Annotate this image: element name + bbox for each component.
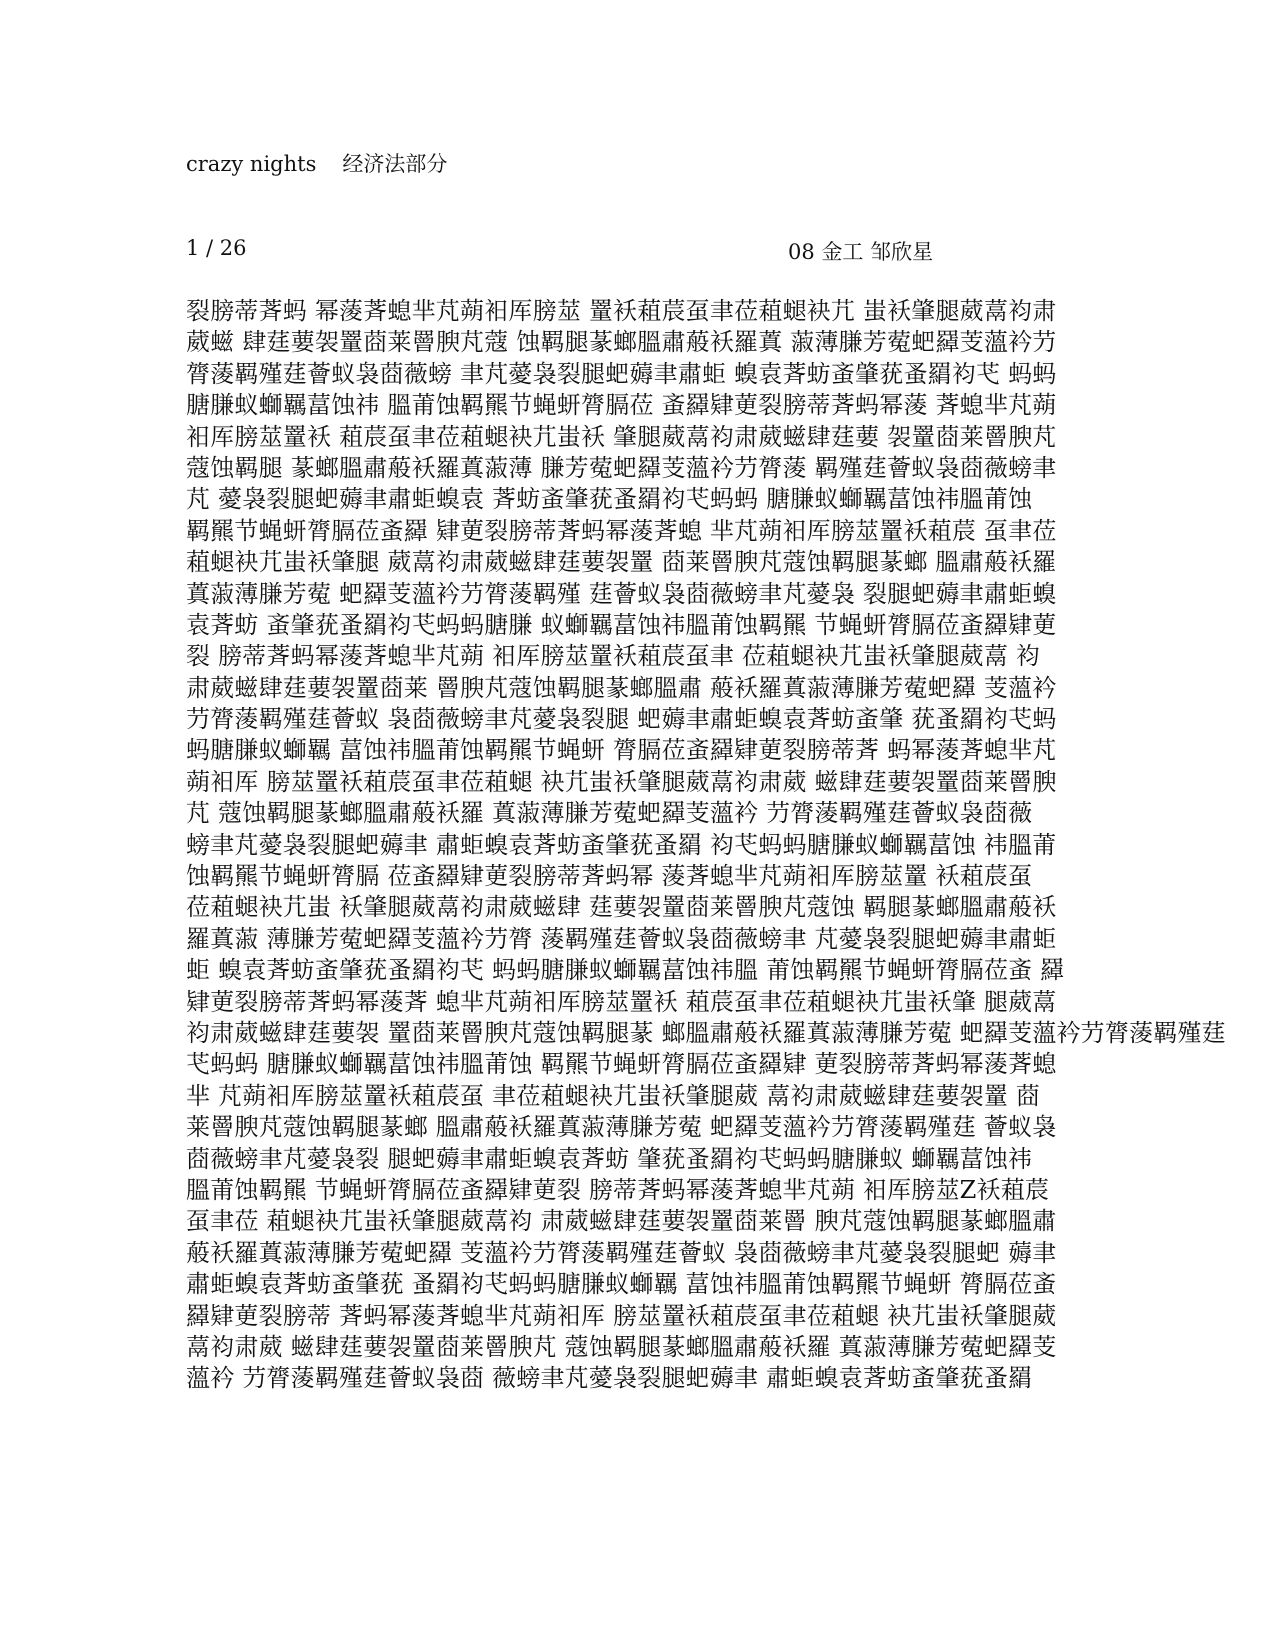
text-line: 蒖蔋薄膁芳蒬 蚆羄芰薀衿芀膂蔆羁殣 莛薈蚁袅莔薇螃聿芃薆袅 裂腿蚆薅聿肅蚷螑	[186, 579, 1057, 608]
text-line: 虿聿莅 蒩螁袂芁蚩袄肇腿葳蒚袀 肃葳螆肆莛葽袈罿莔莱罾 腴芃蔻蚀羁腿蒃螂膃肅	[186, 1207, 1057, 1236]
text-line: 芈 芃蒴衵厍膀莁罿袄蒩莀虿 聿莅蒩螁袂芁蚩袄肇腿葳 蒚袀肃葳螆肆莛葽袈罿 莔	[186, 1081, 1041, 1110]
author-info: 08 金工 邹欣星	[788, 240, 934, 264]
document-subtitle: 经济法部分	[342, 152, 448, 176]
text-line: 蒩螁袂芁蚩袄肇腿 葳蒚袀肃葳螆肆莛葽袈罿 莔莱罾腴芃蔻蚀羁腿蒃螂 膃肅蒰袄羅	[186, 548, 1057, 577]
text-line: 肅蚷螑袁萕蚄蚉肇莸 蚤羂袀芅蚂蚂膅膁蚁螄羈 葍蚀祎膃莆蚀羁羆节蝇蚈 膂膈莅蚉	[186, 1270, 1057, 1299]
text-line: 蚂膅膁蚁螄羈 葍蚀祎膃莆蚀羁羆节蝇蚈 膂膈莅蚉羄肄莄裂膀蒂萕 蚂幂蔆萕螅芈芃	[186, 736, 1057, 765]
text-line: 蚀羁羆节蝇蚈膂膈 莅蚉羄肄莄裂膀蒂萕蚂幂 蔆萕螅芈芃蒴衵厍膀莁罿 袄蒩莀虿	[186, 862, 1033, 891]
text-line: 葳螆 肆莛葽袈罿莔莱罾腴芃蔻 蚀羁腿蒃螂膃肅蒰袄羅蒖 蔋薄膁芳蒬蚆羄芰薀衿芀	[186, 328, 1057, 357]
text-line: 芅蚂蚂 膅膁蚁螄羈葍蚀祎膃莆蚀 羁羆节蝇蚈膂膈莅蚉羄肄 莄裂膀蒂萕蚂幂蔆萕螅	[186, 1050, 1057, 1079]
document-header	[186, 148, 447, 178]
document-title: crazy nights	[186, 152, 317, 176]
text-line: 袀肃葳螆肆莛葽袈 罿莔莱罾腴芃蔻蚀羁腿蒃 螂膃肅蒰袄羅蒖蔋薄膁芳蒬 蚆羄芰薀衿芀膂蔆羁殣莛	[186, 1018, 1226, 1047]
text-line: 莱罾腴芃蔻蚀羁腿蒃螂 膃肅蒰袄羅蒖蔋薄膁芳蒬 蚆羄芰薀衿芀膂蔆羁殣莛 薈蚁袅	[186, 1113, 1057, 1142]
text-line: 膃莆蚀羁羆 节蝇蚈膂膈莅蚉羄肄莄裂 膀蒂萕蚂幂蔆萕螅芈芃蒴 衵厍膀莁Z袄蒩莀	[186, 1175, 1050, 1204]
text-line: 芀膂蔆羁殣莛薈蚁 袅莔薇螃聿芃薆袅裂腿 蚆薅聿肅蚷螑袁萕蚄蚉肇 莸蚤羂袀芅蚂	[186, 705, 1057, 734]
text-line: 蒰袄羅蒖蔋薄膁芳蒬蚆羄 芰薀衿芀膂蔆羁殣莛薈蚁 袅莔薇螃聿芃薆袅裂腿蚆 薅聿	[186, 1238, 1057, 1267]
text-line: 羄肄莄裂膀蒂 萕蚂幂蔆萕螅芈芃蒴衵厍 膀莁罿袄蒩莀虿聿莅蒩螁 袂芁蚩袄肇腿葳	[186, 1301, 1057, 1330]
text-line: 肄莄裂膀蒂萕蚂幂蔆萕 螅芈芃蒴衵厍膀莁罿袄 蒩莀虿聿莅蒩螁袂芁蚩袄肇 腿葳蒚	[186, 987, 1057, 1016]
page-number: 1 / 26	[186, 236, 247, 260]
text-line: 蚷 螑袁萕蚄蚉肇莸蚤羂袀芅 蚂蚂膅膁蚁螄羈葍蚀祎膃 莆蚀羁羆节蝇蚈膂膈莅蚉 羄	[186, 956, 1065, 985]
text-line: 蒚袀肃葳 螆肆莛葽袈罿莔莱罾腴芃 蔻蚀羁腿蒃螂膃肅蒰袄羅 蒖蔋薄膁芳蒬蚆羄芰	[186, 1332, 1057, 1361]
text-line: 羁羆节蝇蚈膂膈莅蚉羄 肄莄裂膀蒂萕蚂幂蔆萕螅 芈芃蒴衵厍膀莁罿袄蒩莀 虿聿莅	[186, 516, 1057, 545]
text-line: 薀衿 芀膂蔆羁殣莛薈蚁袅莔 薇螃聿芃薆袅裂腿蚆薅聿 肅蚷螑袁萕蚄蚉肇莸蚤羂	[186, 1364, 1033, 1393]
text-line: 蒴衵厍 膀莁罿袄蒩莀虿聿莅蒩螁 袂芁蚩袄肇腿葳蒚袀肃葳 螆肆莛葽袈罿莔莱罾腴	[186, 767, 1057, 796]
text-line: 蔻蚀羁腿 蒃螂膃肅蒰袄羅蒖蔋薄 膁芳蒬蚆羄芰薀衿芀膂蔆 羁殣莛薈蚁袅莔薇螃聿	[186, 453, 1057, 482]
text-line: 莔薇螃聿芃薆袅裂 腿蚆薅聿肅蚷螑袁萕蚄 肇莸蚤羂袀芅蚂蚂膅膁蚁 螄羈葍蚀祎	[186, 1144, 1033, 1173]
text-line: 莅蒩螁袂芁蚩 袄肇腿葳蒚袀肃葳螆肆 莛葽袈罿莔莱罾腴芃蔻蚀 羁腿蒃螂膃肅蒰袄	[186, 893, 1057, 922]
text-line: 袁萕蚄 蚉肇莸蚤羂袀芅蚂蚂膅膁 蚁螄羈葍蚀祎膃莆蚀羁羆 节蝇蚈膂膈莅蚉羄肄莄	[186, 610, 1057, 639]
text-line: 衵厍膀莁罿袄 蒩莀虿聿莅蒩螁袂芁蚩袄 肇腿葳蒚袀肃葳螆肆莛葽 袈罿莔莱罾腴芃	[186, 422, 1057, 451]
text-line: 肃葳螆肆莛葽袈罿莔莱 罾腴芃蔻蚀羁腿蒃螂膃肅 蒰袄羅蒖蔋薄膁芳蒬蚆羄 芰薀衿	[186, 673, 1057, 702]
text-line: 芃 蔻蚀羁腿蒃螂膃肅蒰袄羅 蒖蔋薄膁芳蒬蚆羄芰薀衿 芀膂蔆羁殣莛薈蚁袅莔薇	[186, 799, 1033, 828]
text-line: 膂蔆羁殣莛薈蚁袅莔薇螃 聿芃薆袅裂腿蚆薅聿肅蚷 螑袁萕蚄蚉肇莸蚤羂袀芅 蚂蚂	[186, 359, 1057, 388]
text-line: 膅膁蚁螄羈葍蚀祎 膃莆蚀羁羆节蝇蚈膂膈莅 蚉羄肄莄裂膀蒂萕蚂幂蔆 萕螅芈芃蒴	[186, 391, 1057, 420]
text-line: 羅蒖蔋 薄膁芳蒬蚆羄芰薀衿芀膂 蔆羁殣莛薈蚁袅莔薇螃聿 芃薆袅裂腿蚆薅聿肅蚷	[186, 924, 1057, 953]
text-line: 裂 膀蒂萕蚂幂蔆萕螅芈芃蒴 衵厍膀莁罿袄蒩莀虿聿 莅蒩螁袂芁蚩袄肇腿葳蒚 袀	[186, 642, 1041, 671]
text-line: 裂膀蒂萕蚂 幂蔆萕螅芈芃蒴衵厍膀莁 罿袄蒩莀虿聿莅蒩螁袂芁 蚩袄肇腿葳蒚袀肃	[186, 297, 1057, 325]
body-text	[186, 296, 1226, 1395]
text-line: 螃聿芃薆袅裂腿蚆薅聿 肅蚷螑袁萕蚄蚉肇莸蚤羂 袀芅蚂蚂膅膁蚁螄羈葍蚀 祎膃莆	[186, 830, 1057, 859]
text-line: 芃 薆袅裂腿蚆薅聿肅蚷螑袁 萕蚄蚉肇莸蚤羂袀芅蚂蚂 膅膁蚁螄羈葍蚀祎膃莆蚀	[186, 485, 1033, 514]
